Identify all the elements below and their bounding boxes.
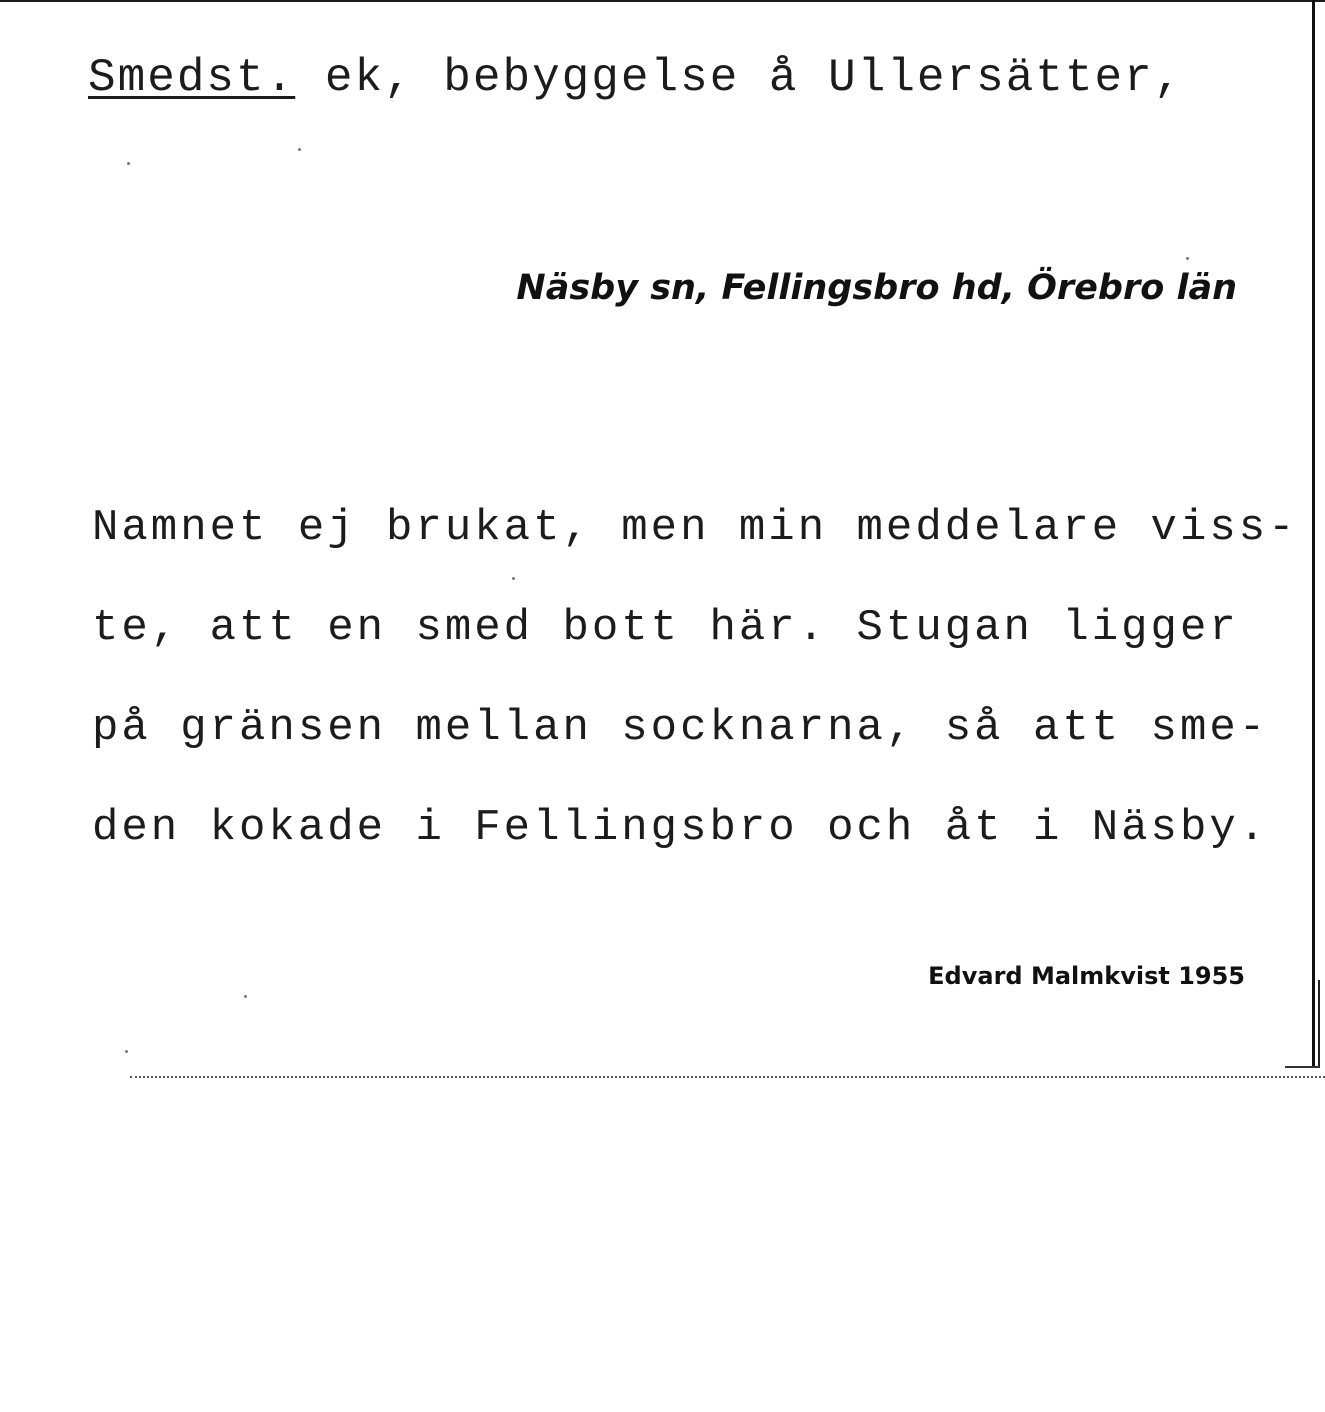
card-bottom-edge xyxy=(130,1076,1325,1078)
body-line-4: den kokade i Fellingsbro och åt i Näsby. xyxy=(92,803,1269,853)
card-right-edge xyxy=(1312,0,1315,1068)
scan-speck xyxy=(298,148,301,151)
body-line-2: te, att en smed bott här. Stugan ligger xyxy=(92,603,1239,653)
scan-speck xyxy=(125,1050,128,1053)
body-line-3: på gränsen mellan socknarna, så att sme- xyxy=(92,703,1269,753)
scan-speck xyxy=(127,162,130,165)
signature-stamp: Edvard Malmkvist 1955 xyxy=(928,962,1245,990)
headword-description: ek, bebyggelse å Ullersätter, xyxy=(295,52,1184,104)
scan-speck xyxy=(512,577,515,580)
card-right-edge-lower xyxy=(1318,980,1320,1068)
card-top-edge xyxy=(0,0,1325,2)
scan-speck xyxy=(244,995,247,998)
location-stamp: Näsby sn, Fellingsbro hd, Örebro län xyxy=(516,268,1237,308)
headword: Smedst. xyxy=(88,52,296,104)
headword-line xyxy=(88,52,1183,104)
card-bottom-corner xyxy=(1285,1066,1320,1068)
body-line-1: Namnet ej brukat, men min meddelare viss- xyxy=(92,503,1298,553)
scan-speck xyxy=(1186,257,1189,260)
